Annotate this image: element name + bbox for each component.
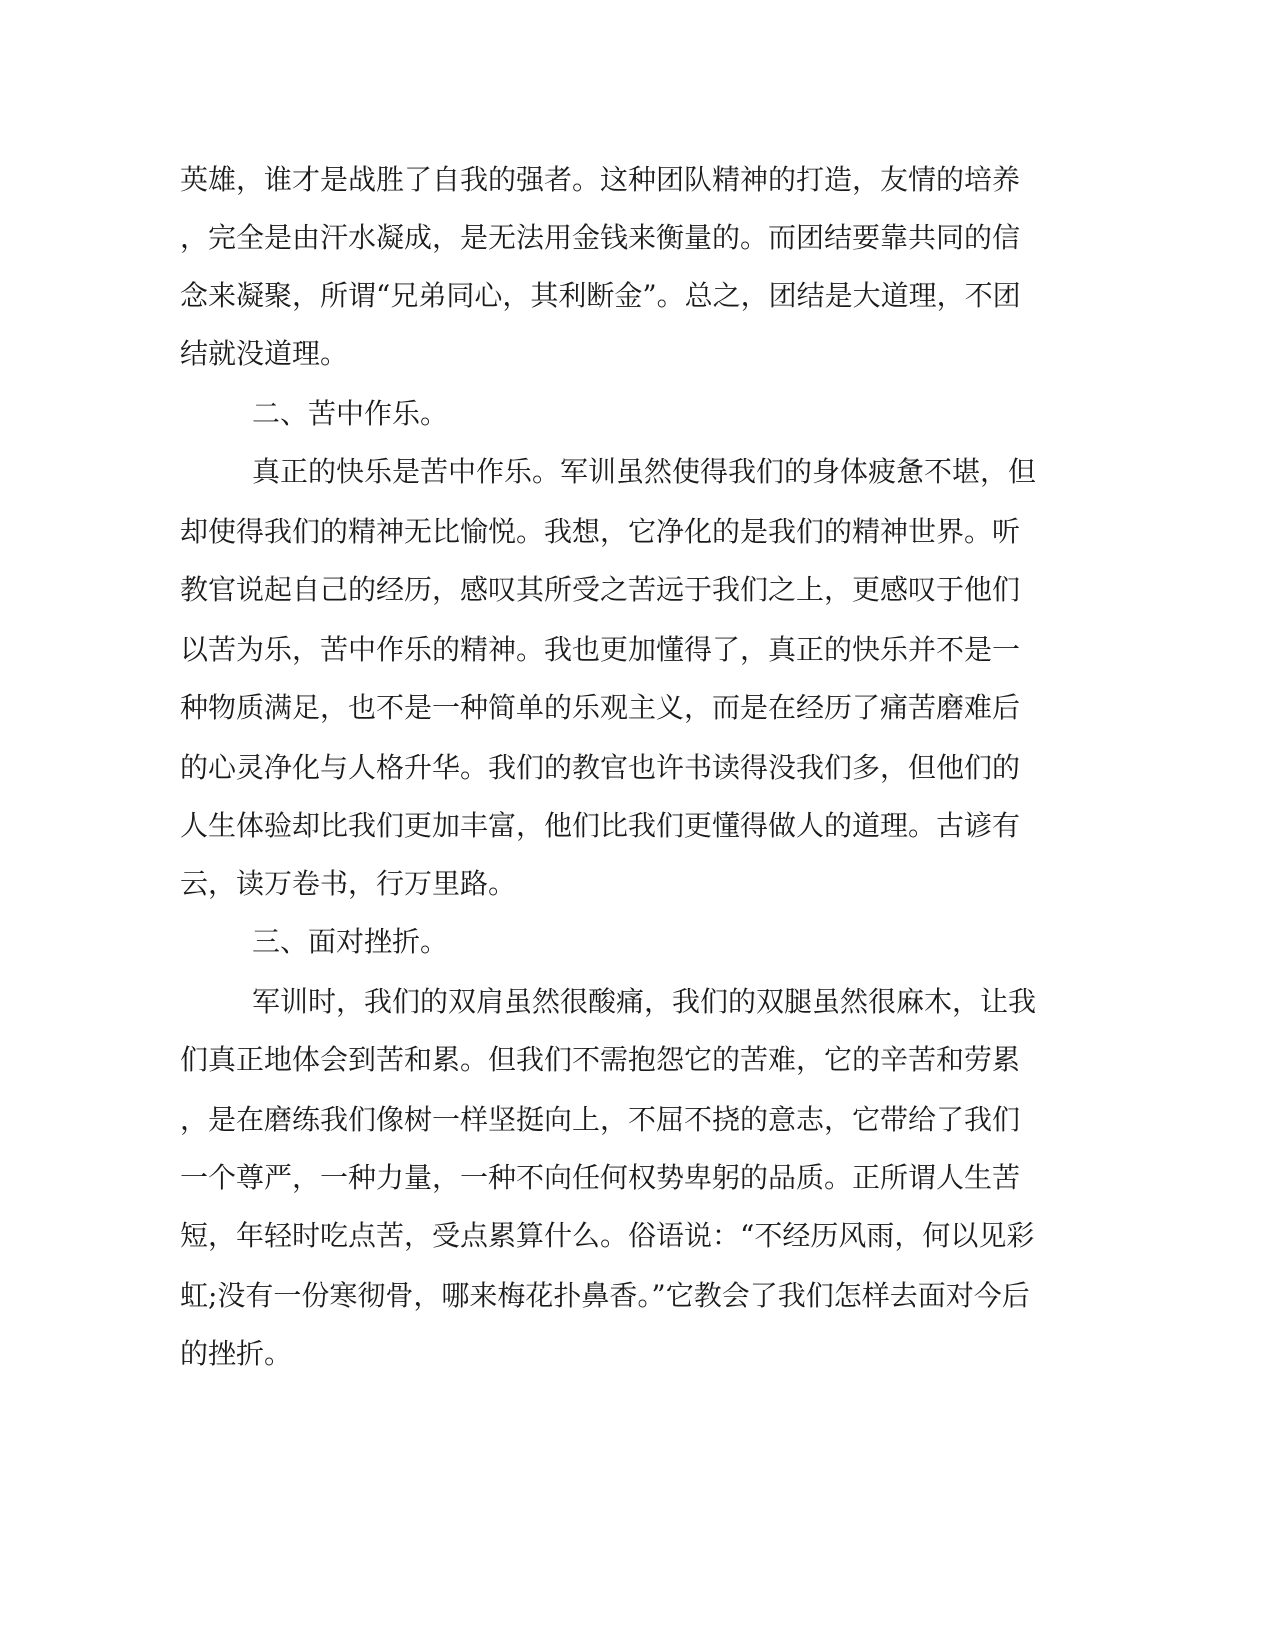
- text-line: 念来凝聚，所谓“兄弟同心，其利断金”。总之，团结是大道理，不团: [180, 279, 1021, 312]
- text-line: 教官说起自己的经历，感叹其所受之苦远于我们之上，更感叹于他们: [180, 573, 1021, 606]
- text-line: 真正的快乐是苦中作乐。军训虽然使得我们的身体疲惫不堪，但: [252, 455, 1037, 488]
- text-line: 云，读万卷书，行万里路。: [180, 867, 517, 900]
- text-line: 短，年轻时吃点苦，受点累算什么。俗语说：“不经历风雨，何以见彩: [180, 1219, 1035, 1252]
- text-line: 虹;没有一份寒彻骨，哪来梅花扑鼻香。”它教会了我们怎样去面对今后: [180, 1279, 1030, 1312]
- text-line: 们真正地体会到苦和累。但我们不需抱怨它的苦难，它的辛苦和劳累: [180, 1043, 1021, 1076]
- text-line: ，完全是由汗水凝成，是无法用金钱来衡量的。而团结要靠共同的信: [180, 221, 1021, 254]
- text-line: ，是在磨练我们像树一样坚挺向上，不屈不挠的意志，它带给了我们: [180, 1103, 1021, 1136]
- text-line: 军训时，我们的双肩虽然很酸痛，我们的双腿虽然很麻木，让我: [252, 985, 1037, 1018]
- text-line: 种物质满足，也不是一种简单的乐观主义，而是在经历了痛苦磨难后: [180, 691, 1021, 724]
- text-line: 以苦为乐，苦中作乐的精神。我也更加懂得了，真正的快乐并不是一: [180, 633, 1021, 666]
- text-line: 英雄，谁才是战胜了自我的强者。这种团队精神的打造，友情的培养: [180, 163, 1021, 196]
- text-line: 却使得我们的精神无比愉悦。我想，它净化的是我们的精神世界。听: [180, 515, 1021, 548]
- text-line: 人生体验却比我们更加丰富，他们比我们更懂得做人的道理。古谚有: [180, 809, 1021, 842]
- text-line: 一个尊严，一种力量，一种不向任何权势卑躬的品质。正所谓人生苦: [180, 1161, 1021, 1194]
- section-heading: 三、面对挫折。: [252, 925, 449, 958]
- text-line: 的心灵净化与人格升华。我们的教官也许书读得没我们多，但他们的: [180, 751, 1021, 784]
- text-line: 结就没道理。: [180, 337, 349, 370]
- section-heading: 二、苦中作乐。: [252, 397, 449, 430]
- text-line: 的挫折。: [180, 1337, 293, 1370]
